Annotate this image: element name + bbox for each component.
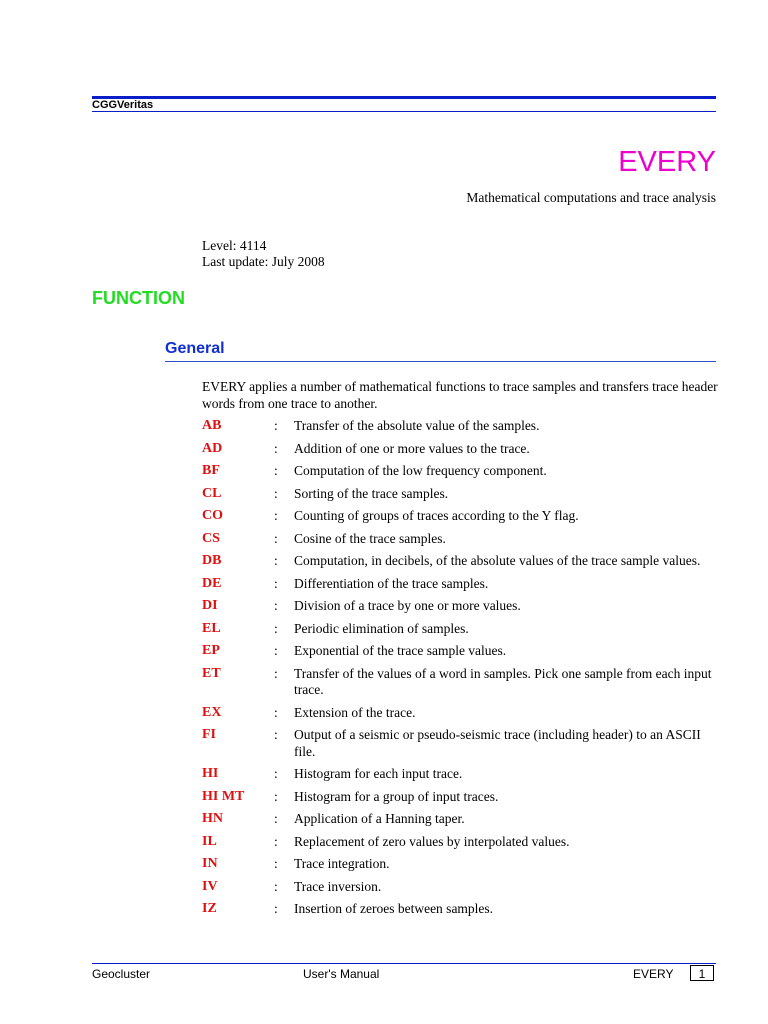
document-subtitle: Mathematical computations and trace analysis [466, 190, 716, 205]
function-code: IL [202, 833, 217, 849]
function-row [202, 727, 718, 760]
function-list [202, 418, 718, 924]
function-separator: : [274, 485, 278, 501]
function-separator: : [274, 530, 278, 546]
function-description: Transfer of the absolute value of the samples. [294, 418, 540, 433]
function-description: Transfer of the values of a word in samples. Pick one sample from each input trace. [294, 665, 712, 697]
function-description: Trace integration. [294, 856, 390, 871]
function-row [202, 789, 718, 806]
function-description: Replacement of zero values by interpolated values. [294, 833, 570, 849]
function-row [202, 531, 718, 548]
footer-page-number: 1 [698, 967, 706, 981]
function-description: Extension of the trace. [294, 704, 416, 720]
subsection-title: General [165, 340, 225, 357]
function-row [202, 643, 718, 660]
function-description: Differentiation of the trace samples. [294, 575, 489, 591]
function-row [202, 705, 718, 722]
function-code: FI [202, 727, 216, 742]
function-separator: : [274, 575, 278, 591]
function-code: HI [202, 766, 219, 781]
function-code: CL [202, 485, 222, 501]
header-rule [92, 96, 716, 99]
function-description: Sorting of the trace samples. [294, 485, 449, 501]
header-company: CGGVeritas [92, 99, 154, 111]
section-title: FUNCTION [92, 288, 185, 308]
function-description: Periodic elimination of samples. [294, 620, 469, 636]
function-row [202, 666, 718, 699]
function-separator: : [274, 901, 278, 916]
function-separator: : [274, 788, 278, 804]
intro-paragraph: EVERY applies a number of mathematical functions to trace samples and transfers trace header words from one trace to another. [202, 379, 718, 411]
function-row [202, 553, 718, 570]
function-row [202, 856, 718, 873]
function-description: Cosine of the trace samples. [294, 530, 446, 546]
function-code: EX [202, 704, 222, 720]
footer-manual: User's Manual [303, 967, 380, 981]
function-code: EL [202, 620, 221, 636]
function-code: CS [202, 530, 220, 546]
function-row [202, 834, 718, 851]
footer-rule [92, 963, 716, 964]
function-separator: : [274, 620, 278, 636]
function-separator: : [274, 766, 278, 781]
function-code: HI MT [202, 788, 245, 804]
function-separator: : [274, 665, 278, 681]
function-description: Histogram for each input trace. [294, 766, 463, 781]
footer-module: EVERY [633, 967, 674, 981]
function-description: Computation of the low frequency component. [294, 463, 547, 478]
function-separator: : [274, 833, 278, 849]
function-row [202, 486, 718, 503]
function-code: EP [202, 643, 220, 658]
function-separator: : [274, 704, 278, 720]
function-row [202, 811, 718, 828]
function-description: Application of a Hanning taper. [294, 811, 465, 826]
function-row [202, 621, 718, 638]
function-row [202, 598, 718, 615]
function-row [202, 901, 718, 918]
function-description: Division of a trace by one or more values. [294, 598, 521, 613]
function-code: CO [202, 508, 223, 523]
function-row [202, 576, 718, 593]
function-code: DB [202, 553, 222, 568]
function-code: DE [202, 575, 222, 591]
function-code: IN [202, 856, 218, 871]
function-separator: : [274, 553, 278, 568]
function-separator: : [274, 643, 278, 658]
document-title: EVERY [618, 146, 716, 178]
function-description: Insertion of zeroes between samples. [294, 901, 494, 916]
function-code: IZ [202, 901, 217, 916]
function-description: Histogram for a group of input traces. [294, 788, 499, 804]
function-row [202, 508, 718, 525]
function-code: HN [202, 811, 223, 826]
function-separator: : [274, 811, 278, 826]
function-code: IV [202, 878, 218, 894]
header-rule-thin [92, 111, 716, 112]
last-update-line: Last update: July 2008 [202, 254, 325, 269]
function-description: Output of a seismic or pseudo-seismic trace (including header) to an ASCII file. [294, 727, 701, 759]
function-description: Counting of groups of traces according to the Y flag. [294, 508, 579, 523]
function-code: AD [202, 440, 223, 456]
function-row [202, 463, 718, 480]
function-separator: : [274, 727, 278, 742]
function-separator: : [274, 508, 278, 523]
function-code: BF [202, 463, 220, 478]
function-code: ET [202, 665, 221, 681]
function-code: DI [202, 598, 218, 613]
function-row [202, 441, 718, 458]
function-description: Trace inversion. [294, 878, 382, 894]
function-description: Exponential of the trace sample values. [294, 643, 507, 658]
function-row [202, 879, 718, 896]
function-row [202, 418, 718, 435]
function-separator: : [274, 463, 278, 478]
function-separator: : [274, 878, 278, 894]
function-code: AB [202, 418, 222, 433]
function-separator: : [274, 440, 278, 456]
footer-product: Geocluster [92, 967, 151, 981]
function-description: Computation, in decibels, of the absolute values of the trace sample values. [294, 553, 701, 568]
function-separator: : [274, 856, 278, 871]
function-description: Addition of one or more values to the trace. [294, 440, 530, 456]
subsection-rule [165, 361, 716, 362]
function-row [202, 766, 718, 783]
level-line: Level: 4114 [202, 238, 267, 253]
function-separator: : [274, 598, 278, 613]
function-separator: : [274, 418, 278, 433]
